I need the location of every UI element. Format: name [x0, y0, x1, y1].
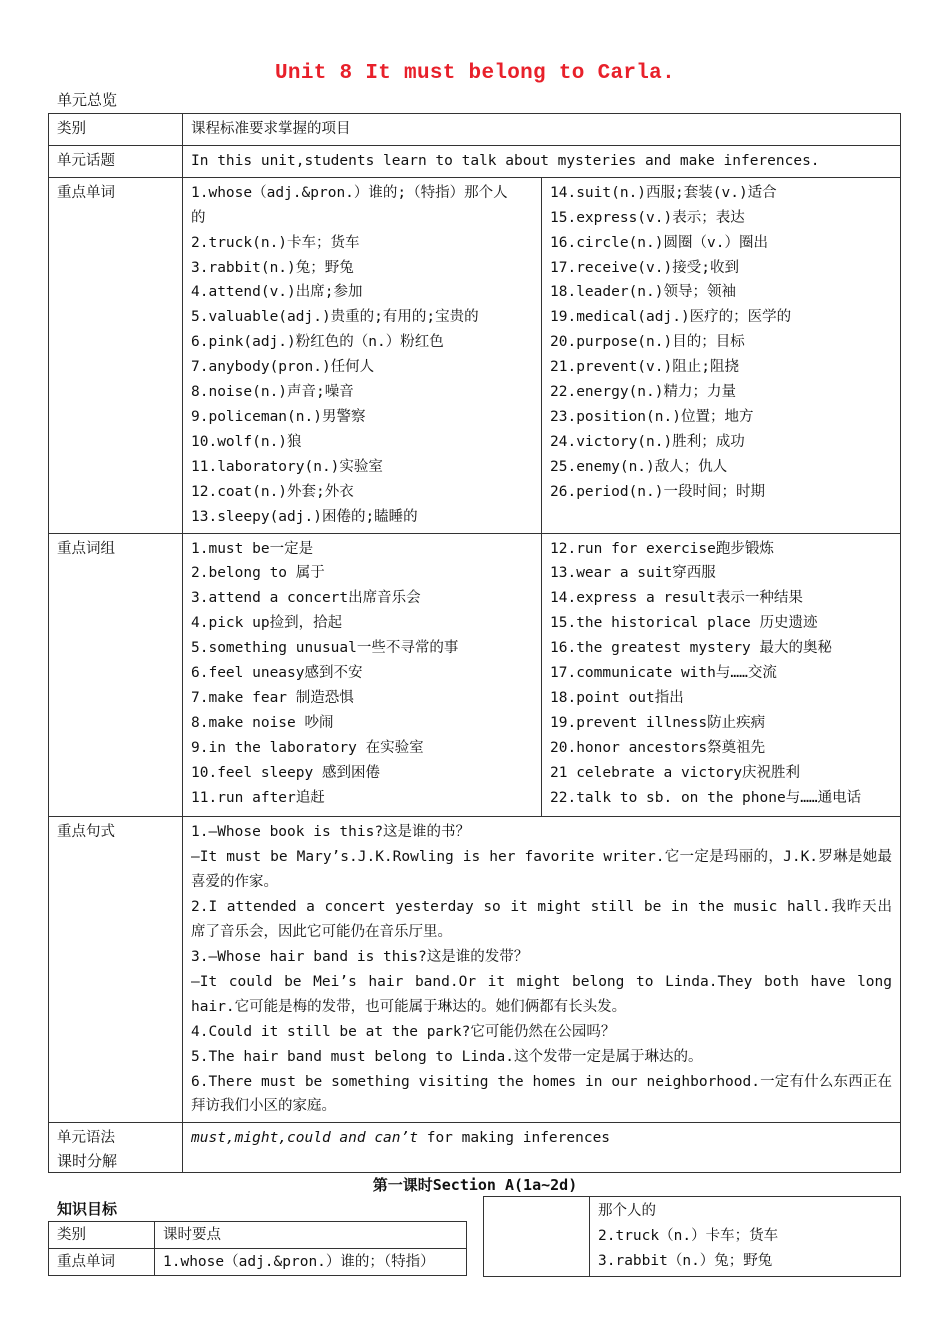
- knowledge-goal-heading: 知识目标: [57, 1200, 118, 1218]
- word-item: 6.pink(adj.)粉红色的（n.）粉红色: [191, 334, 444, 351]
- word-item: 5.valuable(adj.)贵重的;有用的;宝贵的: [191, 309, 479, 326]
- word-item: 24.victory(n.)胜利；成功: [550, 433, 745, 450]
- grammar-cell: [183, 1123, 901, 1173]
- words-label: 重点单词: [49, 177, 183, 533]
- phrase-item: 3.attend a concert出席音乐会: [191, 590, 421, 607]
- phrase-item: 20.honor ancestors祭奠祖先: [550, 739, 766, 756]
- word-item: 22.energy(n.)精力；力量: [550, 384, 736, 401]
- sentence-item: 5.The hair band must belong to Linda.这个发带一定是属于琳达的。: [191, 1048, 703, 1065]
- phrase-item: 2.belong to 属于: [191, 565, 325, 582]
- phrase-item: 6.feel uneasy感到不安: [191, 665, 363, 682]
- phrase-item: 19.prevent illness防止疾病: [550, 714, 766, 731]
- phrase-item: 15.the historical place 历史遗迹: [550, 615, 818, 632]
- header-category: 类别: [49, 114, 183, 146]
- words-left-cell: [183, 177, 542, 533]
- topic-row: [49, 145, 901, 177]
- phrase-item: 11.run after追赶: [191, 789, 325, 806]
- topic-text: In this unit,students learn to talk about mysteries and make inferences.: [183, 145, 901, 177]
- phrase-item: 9.in the laboratory 在实验室: [191, 739, 424, 756]
- grammar-row: [49, 1123, 901, 1173]
- word-item: 21.prevent(v.)阻止;阻挠: [550, 359, 739, 376]
- word-item: 20.purpose(n.)目的；目标: [550, 334, 745, 351]
- sentence-item: 3.—Whose hair band is this?这是谁的发带？: [191, 949, 529, 965]
- word-item: 15.express(v.)表示；表达: [550, 209, 745, 226]
- phrase-item: 17.communicate with与……交流: [550, 665, 777, 682]
- overview-caption: 单元总览: [57, 91, 118, 109]
- word-item: 8.noise(n.)声音;噪音: [191, 384, 354, 401]
- sentence-item: —It must be Mary’s.J.K.Rowling is her favorite writer.它一定是玛丽的，J.K.罗琳是她最喜爱的作家。: [191, 849, 892, 891]
- topic-label: 单元话题: [49, 145, 183, 177]
- phrase-item: 5.something unusual一些不寻常的事: [191, 640, 459, 657]
- sentence-item: 6.There must be something visiting the homes in our neighborhood.一定有什么东西正在拜访我们小区的家庭。: [191, 1073, 892, 1115]
- sentence-item: 1.—Whose book is this?这是谁的书？: [191, 824, 471, 841]
- sentences-label: 重点句式: [49, 817, 183, 1123]
- header-row: [49, 114, 901, 146]
- phrases-right-cell: [542, 533, 901, 817]
- word-item: 3.rabbit(n.)兔；野兔: [191, 259, 354, 276]
- word-item: 19.medical(adj.)医疗的；医学的: [550, 309, 792, 326]
- continuation-cell: [590, 1197, 901, 1277]
- lesson-header-row: [49, 1222, 467, 1249]
- continuation-line: 那个人的: [598, 1203, 656, 1219]
- phrase-item: 4.pick up捡到，拾起: [191, 615, 343, 632]
- grammar-modals: must,might,could and can’t: [191, 1130, 418, 1147]
- lesson-header-category: 类别: [49, 1222, 155, 1249]
- phrase-item: 1.must be一定是: [191, 540, 314, 557]
- grammar-label: 单元语法: [49, 1123, 183, 1173]
- phrase-item: 10.feel sleepy 感到困倦: [191, 764, 380, 781]
- phrase-item: 16.the greatest mystery 最大的奥秘: [550, 640, 833, 657]
- lesson-continuation-table: [483, 1196, 901, 1277]
- word-item: 7.anybody(pron.)任何人: [191, 359, 375, 376]
- unit-overview-table: [48, 113, 901, 1173]
- sentence-item: 4.Could it still be at the park?它可能仍然在公园吗？: [191, 1023, 616, 1040]
- word-item: 的: [191, 209, 206, 226]
- lesson-caption: 课时分解: [57, 1152, 118, 1170]
- sentence-item: 2.I attended a concert yesterday so it might still be in the music hall.我昨天出席了音乐会，因此它可能仍在音乐厅里。: [191, 899, 892, 941]
- lesson-title: 第一课时Section A(1a~2d): [372, 1176, 578, 1194]
- word-item: 25.enemy(n.)敌人；仇人: [550, 458, 728, 475]
- word-item: 14.suit(n.)西服;套装(v.)适合: [550, 184, 777, 201]
- word-item: 4.attend(v.)出席;参加: [191, 284, 363, 301]
- phrases-row: [49, 533, 901, 817]
- phrase-item: 22.talk to sb. on the phone与……通电话: [550, 789, 862, 806]
- phrase-item: 12.run for exercise跑步锻炼: [550, 540, 774, 557]
- sentence-item: —It could be Mei’s hair band.Or it might belong to Linda.They both have long hair.它可能是梅的发带，也可能属于琳达的。她们俩都有长头发。: [191, 973, 892, 1015]
- word-item: 9.policeman(n.)男警察: [191, 408, 366, 425]
- grammar-rest: for making inferences: [417, 1130, 611, 1147]
- phrase-item: 7.make fear 制造恐惧: [191, 689, 354, 706]
- words-right-cell: [542, 177, 901, 533]
- phrase-item: 14.express a result表示一种结果: [550, 590, 803, 607]
- lesson-words-text: 1.whose（adj.&pron.）谁的；（特指）: [155, 1249, 467, 1276]
- continuation-empty-cell: [484, 1197, 590, 1277]
- lesson-points-table: [48, 1221, 467, 1276]
- word-item: 17.receive(v.)接受;收到: [550, 259, 739, 276]
- phrases-label: 重点词组: [49, 533, 183, 817]
- word-item: 16.circle(n.)圆圈（v.）圈出: [550, 234, 768, 251]
- word-item: 26.period(n.)一段时间；时期: [550, 483, 765, 500]
- word-item: 12.coat(n.)外套;外衣: [191, 483, 354, 500]
- lesson-words-label: 重点单词: [49, 1249, 155, 1276]
- lesson-header-content: 课时要点: [155, 1222, 467, 1249]
- word-item: 23.position(n.)位置；地方: [550, 408, 754, 425]
- lesson-words-row: [49, 1249, 467, 1276]
- continuation-line: 2.truck（n.）卡车；货车: [598, 1228, 779, 1244]
- sentences-cell: [183, 817, 901, 1123]
- phrase-item: 18.point out指出: [550, 689, 684, 706]
- continuation-line: 3.rabbit（n.）兔；野兔: [598, 1253, 773, 1269]
- phrase-item: 13.wear a suit穿西服: [550, 565, 716, 582]
- word-item: 10.wolf(n.)狼: [191, 433, 302, 450]
- word-item: 11.laboratory(n.)实验室: [191, 458, 383, 475]
- phrase-item: 8.make noise 吵闹: [191, 714, 334, 731]
- continuation-row: [484, 1197, 901, 1277]
- word-item: 1.whose（adj.&pron.）谁的;（特指）那个人: [191, 184, 508, 201]
- phrases-left-cell: [183, 533, 542, 817]
- header-content: 课程标准要求掌握的项目: [183, 114, 901, 146]
- word-item: 2.truck(n.)卡车；货车: [191, 234, 360, 251]
- word-item: 13.sleepy(adj.)困倦的;瞌睡的: [191, 508, 418, 525]
- word-item: 18.leader(n.)领导；领袖: [550, 284, 736, 301]
- phrase-item: 21 celebrate a victory庆祝胜利: [550, 764, 801, 781]
- page-title: Unit 8 It must belong to Carla.: [275, 62, 675, 85]
- sentences-row: [49, 817, 901, 1123]
- words-row: [49, 177, 901, 533]
